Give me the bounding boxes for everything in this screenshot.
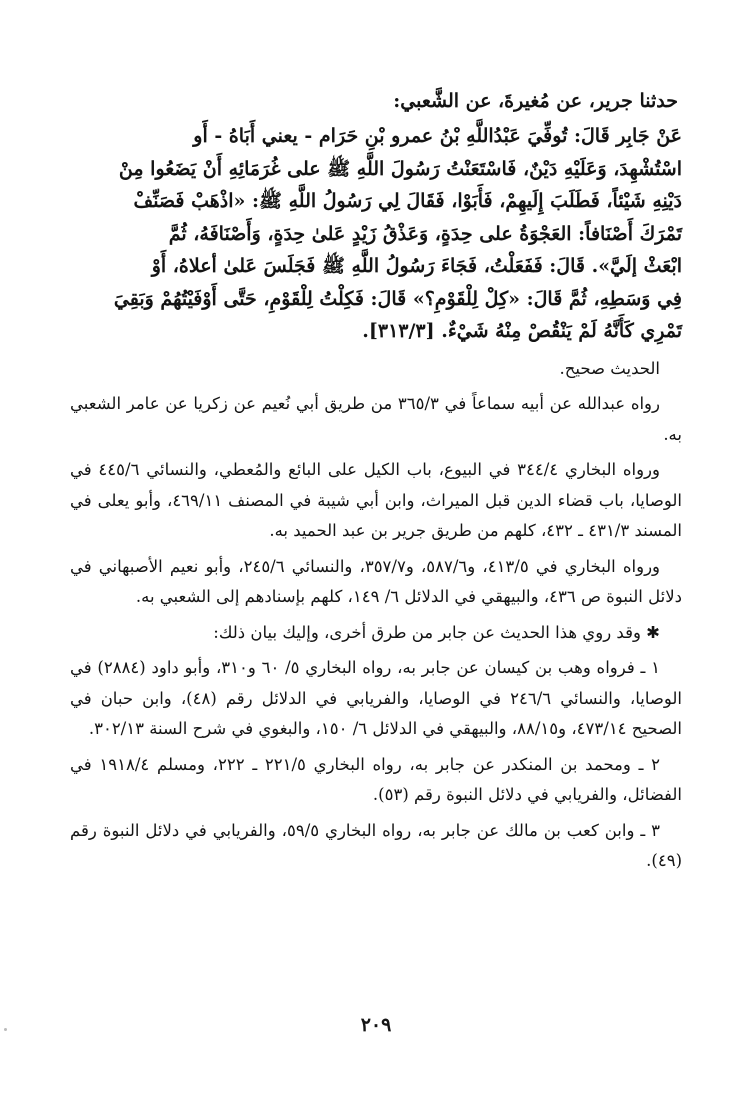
grading-paragraph: الحديث صحيح.	[559, 358, 660, 378]
hadith-line: فِي وَسَطِهِ، ثُمَّ قَالَ: «كِلْ لِلْقَوْمِ؟» قَالَ: فَكِلْتُ لِلْقَوْمِ، حَتَّى أَوْفَيْتُهُمْ وَبَقِيَ	[113, 287, 682, 310]
commentary-paragraph: ✱ وقد روي هذا الحديث عن جابر من طرق أخرى، وإليك بيان ذلك:	[213, 622, 660, 642]
commentary-paragraph: ٢ ـ ومحمد بن المنكدر عن جابر به، رواه البخاري ٢٢١/٥ ـ ٢٢٢، ومسلم ١٩١٨/٤ في الفضائل، والفريابي في دلائل النبوة رقم (٥٣).	[70, 754, 682, 804]
page-number: ٢٠٩	[360, 1014, 392, 1036]
commentary-paragraph: ورواه البخاري في ٤١٣/٥، و٥٨٧/٦، و٣٥٧/٧، والنسائي ٢٤٥/٦، وأبو نعيم الأصبهاني في دلائل النبوة ص ٤٣٦، والبيهقي في الدلائل ٦/ ١٤٩، كلهم بإسنادهم إلى الشعبي به.	[70, 556, 682, 606]
commentary-paragraph: رواه عبدالله عن أبيه سماعاً في ٣٦٥/٣ من طريق أبي نُعيم عن زكريا عن عامر الشعبي به.	[70, 394, 682, 444]
hadith-line: تَمْرَكَ أَصْنَافاً: العَجْوَةُ على حِدَةٍ، وَعَذْقُ زَيْدٍ عَلىٰ حِدَةٍ، وَأَصْنَافَهُ، ثُمَّ	[168, 222, 682, 245]
hadith-text	[70, 120, 682, 348]
hadith-line: عَنْ جَابِر قَالَ: تُوفِّيَ عَبْدُاللَّهِ بْنُ عمرو بْنِ حَرَام - يعني أَبَاهُ - أَو	[193, 125, 682, 147]
isnad-line: حدثنا جرير، عن مُغيرةَ، عن الشَّعبي:	[393, 90, 678, 112]
commentary-paragraph: ٣ ـ وابن كعب بن مالك عن جابر به، رواه البخاري ٥٩/٥، والفريابي في دلائل النبوة رقم (٤٩).	[70, 820, 682, 870]
hadith-line: اسْتُشْهِدَ، وَعَلَيْهِ دَيْنٌ، فَاسْتَعَنْتُ رَسُولَ اللَّهِ ﷺ على غُرَمَائِهِ أَنْ يَضَعُوا مِنْ	[118, 157, 682, 180]
commentary	[70, 354, 682, 877]
hadith-line: دَيْنِهِ شَيْئاً، فَطَلَبَ إِلَيهِمْ، فَأَبَوْا، فَقَالَ لِي رَسُولُ اللَّهِ ﷺ: «اذْهَبْ فَصَنِّفْ	[133, 190, 682, 212]
commentary-paragraph: ١ ـ فرواه وهب بن كيسان عن جابر به، رواه البخاري ٥/ ٦٠ و٣١٠، وأبو داود (٢٨٨٤) في الوصايا، والنسائي ٢٤٦/٦ في الوصايا، والفريابي في الدلائل رقم (٤٨)، وابن حبان في الصحيح ٤٧٣/١٤، و٨٨/١٥، والبيهقي في الدلائل ٦/ ١٥٠، والبغوي في شرح السنة ٣٠٢/١٣.	[70, 658, 683, 738]
hadith-line: تَمْرِي كَأَنَّهُ لَمْ يَنْقُصْ مِنْهُ شَيْءٌ. [٣١٣/٣].	[362, 320, 682, 342]
scan-speck	[4, 1028, 7, 1031]
hadith-line: ابْعَثْ إلَيَّ». قَالَ: فَفَعَلْتُ، فَجَاءَ رَسُولُ اللَّهِ ﷺ فَجَلَسَ عَلىٰ أعلاهُ، أَوْ	[151, 255, 682, 277]
commentary-paragraph: ورواه البخاري ٣٤٤/٤ في البيوع، باب الكيل على البائع والمُعطي، والنسائي ٤٤٥/٦ في الوصايا، باب قضاء الدين قبل الميراث، وابن أبي شيبة في المصنف ٤٦٩/١١، وأبو يعلى في المسند ٤٣١/٣ ـ ٤٣٢، كلهم من طريق جرير بن عبد الحميد به.	[70, 460, 682, 540]
